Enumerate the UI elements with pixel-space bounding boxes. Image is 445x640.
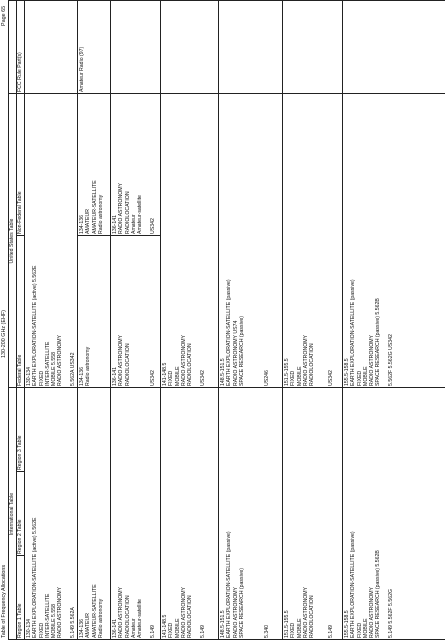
row1-intl: 130-134 EARTH EXPLORATION-SATELLITE (active) 5.562E FIXED INTER-SATELLITE MOBILE 5.558 RADIO ASTRONOMY 5.149 5.562A: [26, 517, 77, 638]
federal-header: Federal Table: [17, 354, 23, 386]
vline-right: [8, 0, 445, 1]
rule-subhead: [24, 0, 25, 640]
row2-non-federal: 134-136 AMATEUR AMATEUR-SATELLITE Radio astronomy: [79, 180, 104, 234]
row-sep-4: [218, 0, 219, 640]
row2-fcc: Amateur Radio (97): [79, 46, 85, 92]
row-sep-5: [282, 0, 283, 640]
row4-intl: 141-148.5 FIXED MOBILE RADIO ASTRONOMY RADIOLOCATION 5.149: [162, 586, 206, 638]
row4-federal: 141-148.5 FIXED MOBILE RADIO ASTRONOMY RADIOLOCATION US342: [162, 334, 206, 386]
international-caption: International Table: [9, 492, 15, 536]
row6-federal: 151.5-155.5 FIXED MOBILE RADIO ASTRONOMY RADIOLOCATION US342: [284, 334, 335, 386]
row-sep-2: [110, 94, 111, 640]
region3-header: Region 3 Table: [17, 435, 23, 470]
vline-intl-us: [8, 387, 445, 388]
row7-federal: 155.5-158.5 EARTH EXPLORATION-SATELLITE (passive) FIXED MOBILE RADIO ASTRONOMY SPACE RESEARCH (passive) 5.562B 5.562F 5.562G US342: [344, 279, 395, 386]
row-sep-1: [77, 0, 78, 640]
row3-intl: 136-141 RADIO ASTRONOMY RADIOLOCATION Amateur Amateur-satellite 5.149: [112, 586, 156, 638]
row3-federal: 136-141 RADIO ASTRONOMY RADIOLOCATION US342: [112, 334, 156, 386]
row5-intl: 148.5-151.5 EARTH EXPLORATION-SATELLITE (passive) RADIO ASTRONOMY SPACE RESEARCH (passive) 5.340: [220, 531, 271, 638]
row5-federal: 148.5-151.5 EARTH EXPLORATION-SATELLITE (passive) RADIO ASTRONOMY US74 SPACE RESEARCH (passive) US246: [220, 279, 271, 386]
fcc-header: FCC Rule Part(s): [17, 52, 23, 92]
vline-fed-nonfed-body: [77, 235, 160, 236]
row-sep-6: [342, 0, 343, 640]
region2-header: Region 2 Table: [17, 519, 23, 554]
vline-us-fcc: [8, 93, 445, 94]
row3-non-federal: 136-141 RADIO ASTRONOMY RADIOLOCATION Amateur Amateur-satellite US342: [112, 182, 156, 234]
table-title: Table of Frequency Allocations: [1, 564, 7, 638]
vline-r1-r2: [16, 555, 25, 556]
row2-federal: 134-136 Radio astronomy: [79, 346, 92, 386]
us-caption: United States Table: [9, 218, 15, 264]
row1-federal: 130-134 EARTH EXPLORATION-SATELLITE (active) 5.562E FIXED INTER-SATELLITE MOBILE 5.558 RADIO ASTRONOMY 5.562A US342: [26, 265, 77, 386]
row2-intl: 134-136 AMATEUR AMATEUR-SATELLITE Radio astronomy: [79, 584, 104, 638]
row-sep-2-fcc: [110, 1, 111, 94]
row6-intl: 151.5-155.5 FIXED MOBILE RADIO ASTRONOMY RADIOLOCATION 5.149: [284, 586, 335, 638]
non-federal-header: Non-Federal Table: [17, 191, 23, 234]
frequency-range: 130-200 GHz (EHF): [1, 310, 7, 358]
vline-fed-nonfed-head: [16, 235, 25, 236]
row7-intl: 155.5-158.5 EARTH EXPLORATION-SATELLITE (passive) FIXED MOBILE RADIO ASTRONOMY SPACE RESEARCH (passive) 5.562B 5.149 5.562F 5.562G: [344, 531, 395, 638]
page-number: Page 65: [1, 5, 7, 26]
region1-header: Region 1 Table: [17, 603, 23, 638]
vline-r2-r3: [16, 471, 25, 472]
row-sep-3: [160, 0, 161, 640]
